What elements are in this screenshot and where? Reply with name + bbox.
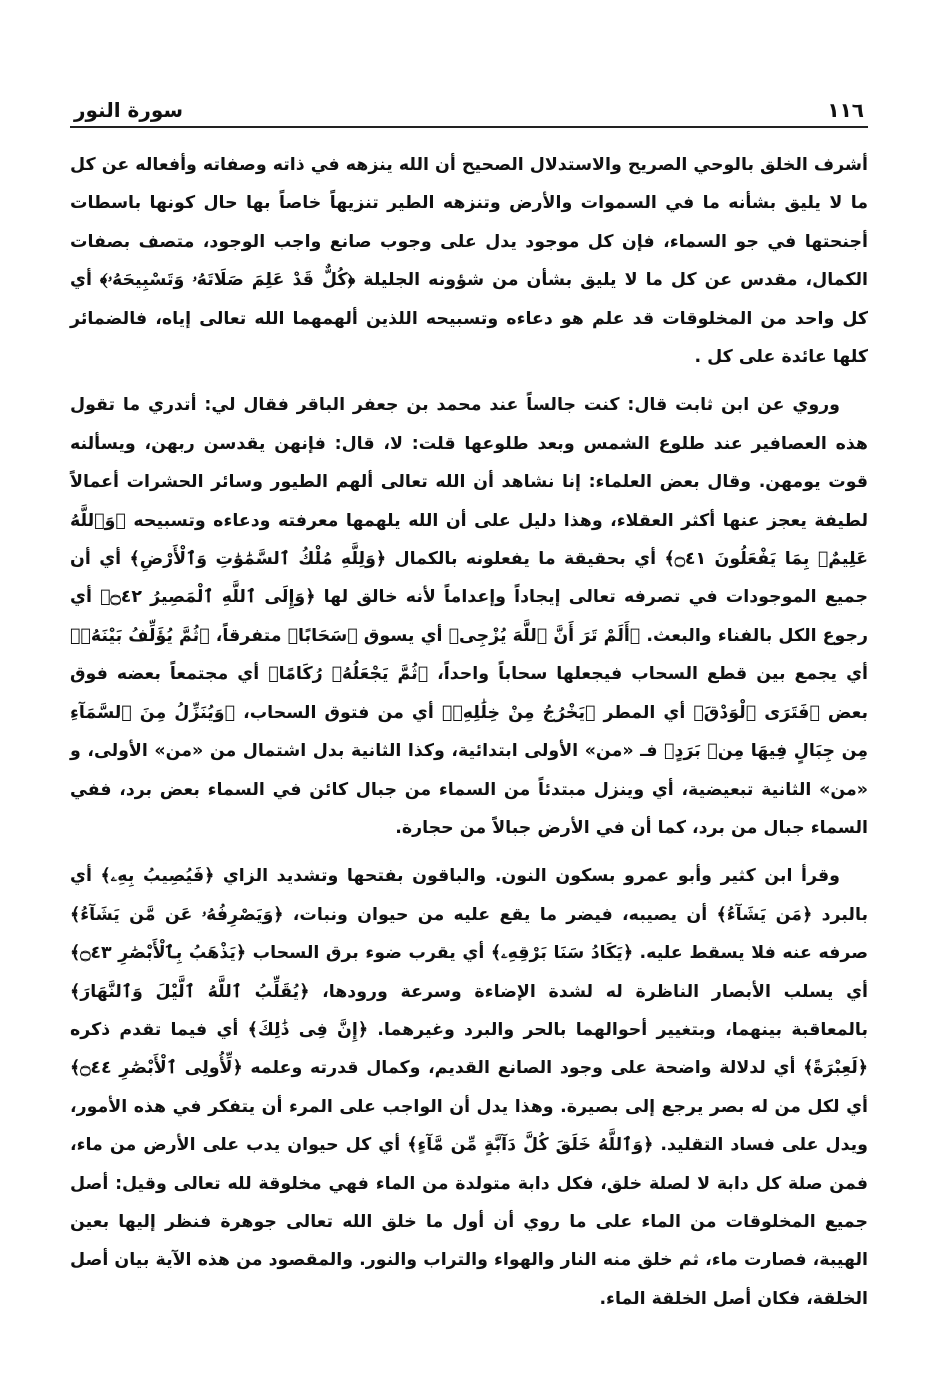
page-number: ١١٦ [827,98,864,122]
surah-title: سورة النور [74,98,184,122]
page-body [70,146,868,1318]
paragraph-3: وقرأ ابن كثير وأبو عمرو بسكون النون. والباقون بفتحها وتشديد الزاي ﴿فَيُصِيبُ بِهِۦ﴾ أي بالبرد ﴿مَن يَشَآءُ﴾ أن يصيبه، فيضر ما يقع عليه من حيوان ونبات، ﴿وَيَصْرِفُهُۥ عَن مَّن يَشَآءُ﴾ صرفه عنه فلا يسقط عليه. ﴿يَكَادُ سَنَا بَرْقِهِۦ﴾ أي يقرب ضوء برق السحاب ﴿يَذْهَبُ بِٱلْأَبْصَٰرِ ۝٤٣﴾ أي يسلب الأبصار الناظرة له لشدة الإضاءة وسرعة ورودها، ﴿يُقَلِّبُ ٱللَّهُ ٱلَّيْلَ وَٱلنَّهَارَ﴾ بالمعاقبة بينهما، وبتغيير أحوالهما بالحر والبرد وغيرهما. ﴿إِنَّ فِى ذَٰلِكَ﴾ أي فيما تقدم ذكره ﴿لَعِبْرَةً﴾ أي لدلالة واضحة على وجود الصانع القديم، وكمال قدرته وعلمه ﴿لِّأُولِى ٱلْأَبْصَٰرِ ۝٤٤﴾ أي لكل من له بصر يرجع إلى بصيرة. وهذا يدل أن الواجب على المرء أن يتفكر في هذه الأمور، ويدل على فساد التقليد. ﴿وَٱللَّهُ خَلَقَ كُلَّ دَآبَّةٍ مِّن مَّآءٍ﴾ أي كل حيوان يدب على الأرض من ماء، فمن صلة كل دابة لا لصلة خلق، فكل دابة متولدة من الماء فهي مخلوقة لله تعالى وقيل: أصل جميع المخلوقات من الماء على ما روي أن أول ما خلق الله تعالى جوهرة فنظر إليها بعين الهيبة، فصارت ماء، ثم خلق منه النار والهواء والتراب والنور. والمقصود من هذه الآية بيان أصل الخلقة، فكان أصل الخلقة الماء. [70,866,868,1309]
paragraph-1: أشرف الخلق بالوحي الصريح والاستدلال الصحيح أن الله ينزهه في ذاته وصفاته وأفعاله عن كل ما لا يليق بشأنه ما في السموات والأرض وتنزهه الطير تنزيهاً خاصاً بها حال كونها باسطات أجنحتها في جو السماء، فإن كل موجود يدل على وجوب صانع واجب الوجود، متصف بصفات الكمال، مقدس عن كل ما لا يليق بشأن من شؤونه الجليلة ﴿كُلٌّ قَدْ عَلِمَ صَلَاتَهُۥ وَتَسْبِيحَهُۥ﴾ أي كل واحد من المخلوقات قد علم هو دعاءه وتسبيحه اللذين ألهمهما الله تعالى إياه، فالضمائر كلها عائدة على كل . [70,155,868,368]
book-page [70,92,868,1362]
paragraph-2: وروي عن ابن ثابت قال: كنت جالساً عند محمد بن جعفر الباقر فقال لي: أتدري ما تقول هذه العصافير عند طلوع الشمس وبعد طلوعها قلت: لا، قال: فإنهن يقدسن ربهن، ويسألنه قوت يومهن. وقال بعض العلماء: إنا نشاهد أن الله تعالى ألهم الطيور وسائر الحشرات أعمالاً لطيفة يعجز عنها أكثر العقلاء، وهذا دليل على أن الله يلهمها معرفته ودعاءه وتسبيحه ﴿وَٱللَّهُ عَلِيمٌۢ بِمَا يَفْعَلُونَ ۝٤١﴾ أي بحقيقة ما يفعلونه بالكمال ﴿وَلِلَّهِ مُلْكُ ٱلسَّمَٰوَٰتِ وَٱلْأَرْضِ﴾ أي أن جميع الموجودات في تصرفه تعالى إيجاداً وإعداماً لأنه خالق لها ﴿وَإِلَى ٱللَّهِ ٱلْمَصِيرُ ۝٤٢﴾ أي رجوع الكل بالفناء والبعث. ﴿أَلَمْ تَرَ أَنَّ ٱللَّهَ يُزْجِى﴾ أي يسوق ﴿سَحَابًا﴾ متفرقاً، ﴿ثُمَّ يُؤَلِّفُ بَيْنَهُۥ﴾ أي يجمع بين قطع السحاب فيجعلها سحاباً واحداً، ﴿ثُمَّ يَجْعَلُهُۥ رُكَامًا﴾ أي مجتمعاً بعضه فوق بعض ﴿فَتَرَى ٱلْوَدْقَ﴾ أي المطر ﴿يَخْرُجُ مِنْ خِلَٰلِهِۦ﴾ أي من فتوق السحاب، ﴿وَيُنَزِّلُ مِنَ ٱلسَّمَآءِ مِن جِبَالٍ فِيهَا مِنۢ بَرَدٍ﴾ فـ «من» الأولى ابتدائية، وكذا الثانية بدل اشتمال من «من» الأولى، و «من» الثانية تبعيضية، أي وينزل مبتدئاً من السماء من جبال كائن في السماء بعض برد، ففي السماء جبال من برد، كما أن في الأرض جبالاً من حجارة. [70,395,868,838]
page-header [70,92,868,128]
